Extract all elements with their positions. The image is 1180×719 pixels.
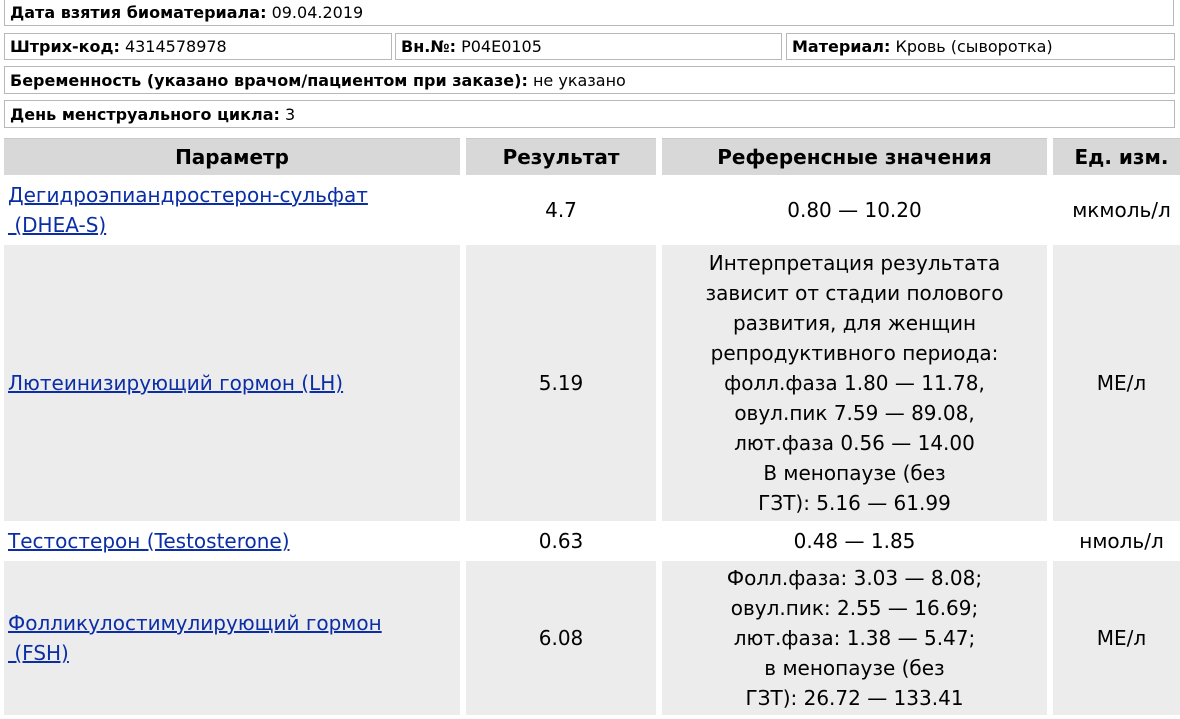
reference-line: фолл.фаза 1.80 — 11.78, <box>724 371 985 395</box>
reference-line: 0.80 — 10.20 <box>787 198 922 222</box>
results-table <box>0 138 1180 719</box>
reference-line: лют.фаза: 1.38 — 5.47; <box>733 626 976 650</box>
collection-date-value: 09.04.2019 <box>271 3 364 22</box>
reference-line: В менопаузе (без <box>763 461 946 485</box>
reference-cell <box>662 245 1047 525</box>
collection-date-label: Дата взятия биоматериала: <box>10 3 267 22</box>
reference-line: лют.фаза 0.56 — 14.00 <box>734 431 975 455</box>
pregnancy-value: не указано <box>532 71 626 90</box>
collection-date-box <box>4 0 1174 26</box>
table-row <box>4 245 1180 525</box>
reference-line: Фолл.фаза: 3.03 — 8.08; <box>726 566 983 590</box>
reference-line: 0.48 — 1.85 <box>793 529 916 553</box>
parameter-cell <box>4 525 460 561</box>
reference-cell <box>662 561 1047 719</box>
cycle-day-value: 3 <box>285 105 296 124</box>
parameter-link-dhea-s[interactable] <box>8 183 368 237</box>
internal-no-label: Вн.№: <box>401 37 456 56</box>
parameter-link-fsh[interactable] <box>8 611 382 665</box>
barcode-label: Штрих-код: <box>10 37 120 56</box>
parameter-name-line: Дегидроэпиандростерон-сульфат <box>8 183 368 207</box>
reference-line: зависит от стадии полового <box>705 281 1004 305</box>
reference-line: ГЗТ): 5.16 — 61.99 <box>758 491 951 515</box>
reference-line: овул.пик: 2.55 — 16.69; <box>730 596 979 620</box>
pregnancy-box <box>4 66 1175 94</box>
parameter-cell <box>4 245 460 525</box>
table-row <box>4 179 1180 245</box>
parameter-name-line: Фолликулостимулирующий гормон <box>8 611 382 635</box>
internal-no-value: P04E0105 <box>461 37 542 56</box>
parameter-link-testosterone[interactable]: Тестостерон (Testosterone) <box>8 529 290 553</box>
unit-cell: МЕ/л <box>1053 245 1180 525</box>
reference-cell <box>662 179 1047 245</box>
reference-line: репродуктивного периода: <box>710 341 999 365</box>
column-header-reference: Референсные значения <box>662 138 1047 179</box>
unit-cell: МЕ/л <box>1053 561 1180 719</box>
parameter-name-line: (FSH) <box>8 641 69 665</box>
table-row <box>4 561 1180 719</box>
result-cell: 6.08 <box>466 561 656 719</box>
reference-line: в менопаузе (без <box>764 656 945 680</box>
result-cell: 5.19 <box>466 245 656 525</box>
result-cell: 4.7 <box>466 179 656 245</box>
results-header-row <box>4 138 1180 179</box>
pregnancy-label: Беременность (указано врачом/пациентом при заказе): <box>10 71 528 90</box>
barcode-value: 4314578978 <box>124 37 227 56</box>
column-header-parameter: Параметр <box>4 138 460 179</box>
internal-no-box <box>395 33 782 60</box>
unit-cell: мкмоль/л <box>1053 179 1180 245</box>
reference-line: развития, для женщин <box>732 311 977 335</box>
column-header-result: Результат <box>466 138 656 179</box>
parameter-name-line: (DHEA-S) <box>8 213 107 237</box>
reference-cell <box>662 525 1047 561</box>
table-row <box>4 525 1180 561</box>
barcode-box <box>4 33 392 60</box>
material-value: Кровь (сыворотка) <box>895 37 1053 56</box>
parameter-cell <box>4 179 460 245</box>
parameter-link-lh[interactable]: Лютеинизирующий гормон (LH) <box>8 371 344 395</box>
unit-cell: нмоль/л <box>1053 525 1180 561</box>
parameter-cell <box>4 561 460 719</box>
cycle-day-label: День менструального цикла: <box>10 105 280 124</box>
cycle-day-box <box>4 100 1175 128</box>
reference-line: овул.пик 7.59 — 89.08, <box>734 401 975 425</box>
material-label: Материал: <box>792 37 891 56</box>
reference-line: ГЗТ): 26.72 — 133.41 <box>745 686 964 710</box>
reference-line: Интерпретация результата <box>708 251 1001 275</box>
material-box <box>786 33 1175 60</box>
column-header-unit: Ед. изм. <box>1053 138 1180 179</box>
result-cell: 0.63 <box>466 525 656 561</box>
